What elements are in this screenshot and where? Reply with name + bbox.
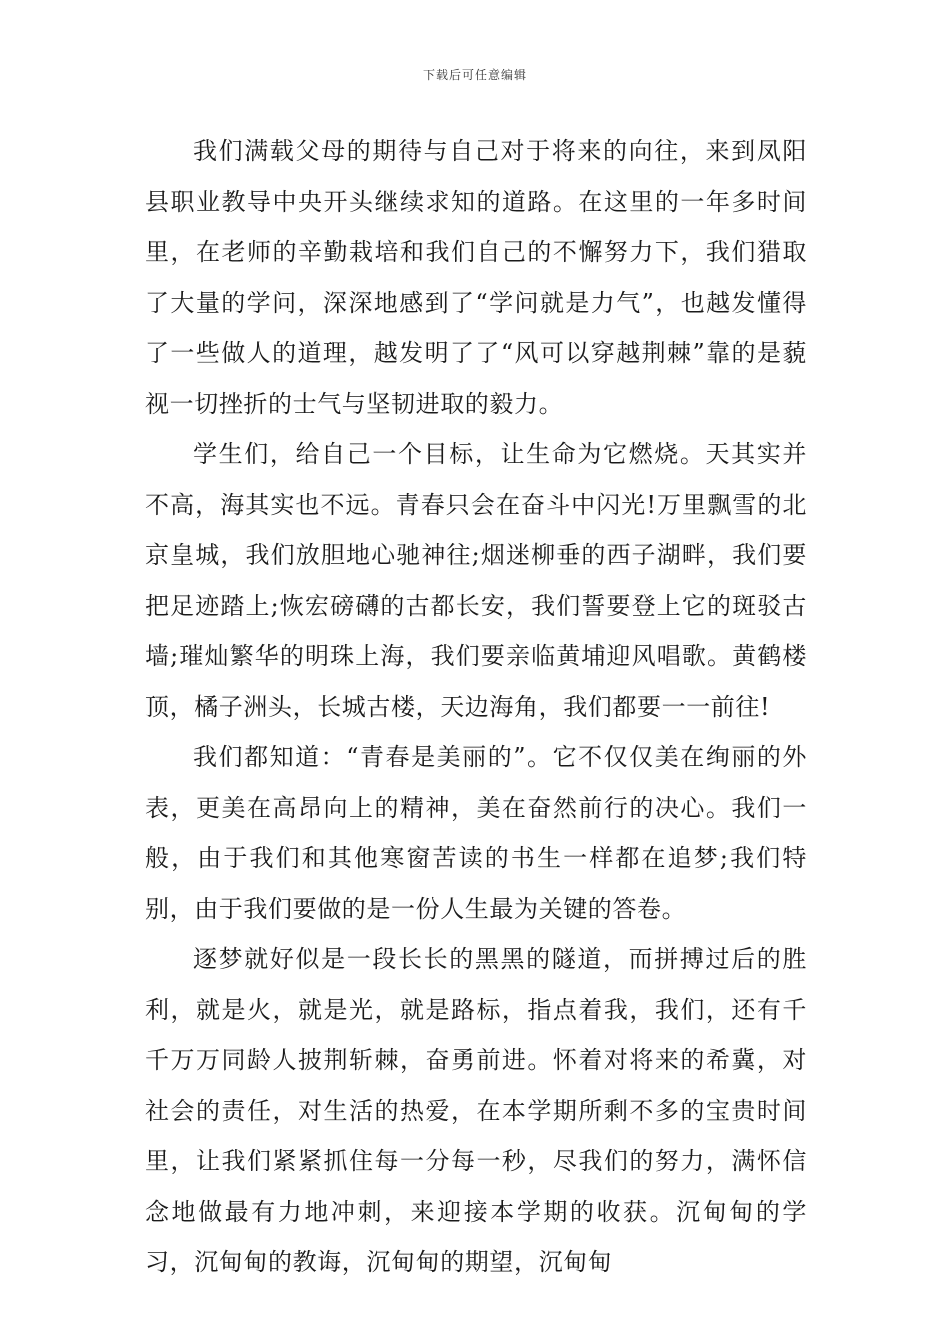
paragraph-4: 逐梦就好似是一段长长的黑黑的隧道，而拼搏过后的胜利，就是火，就是光，就是路标，指点着我，我们，还有千千万万同龄人披荆斩棘，奋勇前进。怀着对将来的希冀，对社会的责任，对生活的热爱，在本学期所剩不多的宝贵时间里，让我们紧紧抓住每一分每一秒，尽我们的努力，满怀信念地做最有力地冲刺，来迎接本学期的收获。沉甸甸的学习，沉甸甸的教诲，沉甸甸的期望，沉甸甸: [145, 945, 807, 1276]
paragraph-2: 学生们，给自己一个目标，让生命为它燃烧。天其实并不高，海其实也不远。青春只会在奋斗中闪光!万里飘雪的北京皇城，我们放胆地心驰神往;烟迷柳垂的西子湖畔，我们要把足迹踏上;恢宏磅礴的古都长安，我们誓要登上它的斑驳古墙;璀灿繁华的明珠上海，我们要亲临黄埔迎风唱歌。黄鹤楼顶，橘子洲头，长城古楼，天边海角，我们都要一一前往!: [145, 440, 807, 721]
document-body: [145, 126, 807, 1288]
paragraph-3: 我们都知道：“青春是美丽的”。它不仅仅美在绚丽的外表，更美在高昂向上的精神，美在奋然前行的决心。我们一般，由于我们和其他寒窗苦读的书生一样都在追梦;我们特别，由于我们要做的是一份人生最为关键的答卷。: [145, 743, 807, 923]
header-note: 下载后可任意编辑: [422, 68, 527, 82]
paragraph-1: 我们满载父母的期待与自己对于将来的向往，来到凤阳县职业教导中央开头继续求知的道路。在这里的一年多时间里，在老师的辛勤栽培和我们自己的不懈努力下，我们猎取了大量的学问，深深地感到了“学问就是力气”，也越发懂得了一些做人的道理，越发明了了“风可以穿越荆棘”靠的是藐视一切挫折的士气与坚韧进取的毅力。: [145, 137, 807, 418]
